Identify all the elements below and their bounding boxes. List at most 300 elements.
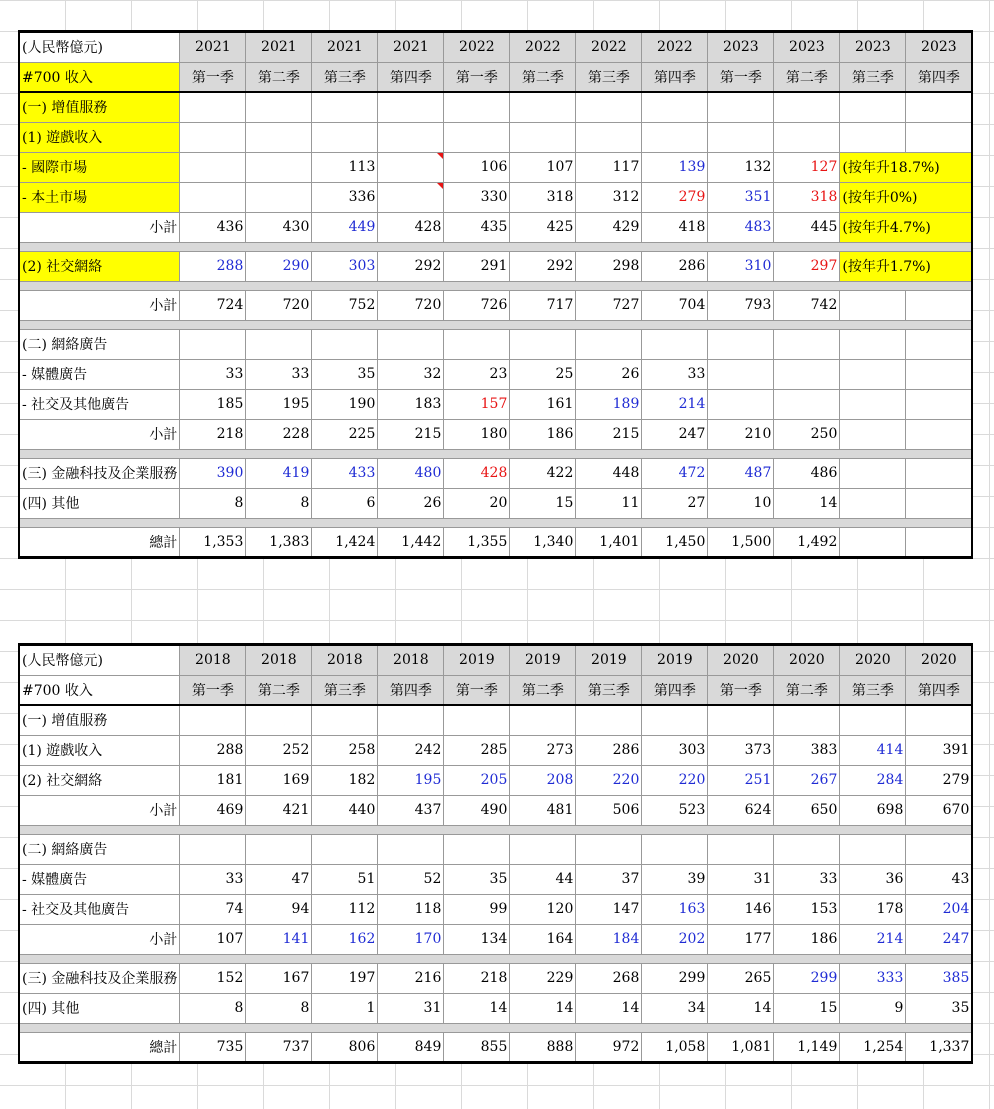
value-cell[interactable]: 214: [840, 924, 906, 954]
empty-cell[interactable]: [444, 705, 510, 735]
quarter-cell[interactable]: 第二季: [510, 62, 576, 92]
empty-cell[interactable]: [378, 92, 444, 122]
value-cell[interactable]: 202: [642, 924, 708, 954]
empty-cell[interactable]: [840, 359, 906, 389]
value-cell[interactable]: 1,340: [510, 527, 576, 557]
comment-marker-cell[interactable]: [378, 182, 444, 212]
social-ads-label[interactable]: - 社交及其他廣告: [20, 894, 180, 924]
value-cell[interactable]: 215: [378, 419, 444, 449]
value-cell[interactable]: 298: [576, 251, 642, 281]
value-cell[interactable]: 440: [312, 795, 378, 825]
quarter-cell[interactable]: 第一季: [444, 675, 510, 705]
value-cell[interactable]: 286: [642, 251, 708, 281]
value-cell[interactable]: 31: [708, 864, 774, 894]
empty-cell[interactable]: [906, 527, 972, 557]
yoy-note[interactable]: (按年升1.7%): [840, 251, 972, 281]
empty-cell[interactable]: [840, 834, 906, 864]
value-cell[interactable]: 180: [444, 419, 510, 449]
quarter-cell[interactable]: 第四季: [906, 675, 972, 705]
empty-cell[interactable]: [576, 705, 642, 735]
value-cell[interactable]: 33: [246, 359, 312, 389]
value-cell[interactable]: 720: [246, 290, 312, 320]
value-cell[interactable]: 161: [510, 389, 576, 419]
quarter-cell[interactable]: 第四季: [378, 62, 444, 92]
yoy-note[interactable]: (按年升0%): [840, 182, 972, 212]
empty-cell[interactable]: [378, 329, 444, 359]
value-cell[interactable]: 26: [378, 488, 444, 518]
value-cell[interactable]: 15: [774, 993, 840, 1023]
value-cell[interactable]: 195: [246, 389, 312, 419]
value-cell[interactable]: 1,353: [180, 527, 246, 557]
empty-cell[interactable]: [840, 329, 906, 359]
value-cell[interactable]: 490: [444, 795, 510, 825]
year-cell[interactable]: 2020: [840, 645, 906, 675]
value-cell[interactable]: 214: [642, 389, 708, 419]
empty-cell[interactable]: [906, 488, 972, 518]
value-cell[interactable]: 291: [444, 251, 510, 281]
value-cell[interactable]: 793: [708, 290, 774, 320]
value-cell[interactable]: 32: [378, 359, 444, 389]
value-cell[interactable]: 225: [312, 419, 378, 449]
value-cell[interactable]: 35: [906, 993, 972, 1023]
value-cell[interactable]: 106: [444, 152, 510, 182]
value-cell[interactable]: 288: [180, 251, 246, 281]
value-cell[interactable]: 247: [906, 924, 972, 954]
empty-cell[interactable]: [510, 122, 576, 152]
empty-cell[interactable]: [774, 359, 840, 389]
quarter-cell[interactable]: 第四季: [642, 675, 708, 705]
value-cell[interactable]: 35: [444, 864, 510, 894]
empty-cell[interactable]: [642, 705, 708, 735]
quarter-cell[interactable]: 第二季: [246, 675, 312, 705]
value-cell[interactable]: 39: [642, 864, 708, 894]
value-cell[interactable]: 735: [180, 1032, 246, 1062]
empty-cell[interactable]: [840, 458, 906, 488]
value-cell[interactable]: 391: [906, 735, 972, 765]
value-cell[interactable]: 52: [378, 864, 444, 894]
value-cell[interactable]: 107: [510, 152, 576, 182]
quarter-cell[interactable]: 第二季: [774, 675, 840, 705]
yoy-note[interactable]: (按年升18.7%): [840, 152, 972, 182]
company-label[interactable]: #700 收入: [20, 62, 180, 92]
empty-cell[interactable]: [576, 92, 642, 122]
value-cell[interactable]: 1,424: [312, 527, 378, 557]
quarter-cell[interactable]: 第一季: [708, 62, 774, 92]
value-cell[interactable]: 698: [840, 795, 906, 825]
value-cell[interactable]: 167: [246, 963, 312, 993]
value-cell[interactable]: 205: [444, 765, 510, 795]
value-cell[interactable]: 704: [642, 290, 708, 320]
value-cell[interactable]: 216: [378, 963, 444, 993]
value-cell[interactable]: 449: [312, 212, 378, 242]
yoy-note[interactable]: (按年升4.7%): [840, 212, 972, 242]
value-cell[interactable]: 480: [378, 458, 444, 488]
value-cell[interactable]: 299: [774, 963, 840, 993]
empty-cell[interactable]: [180, 92, 246, 122]
value-cell[interactable]: 383: [774, 735, 840, 765]
games-subtotal-label[interactable]: 小計: [20, 212, 180, 242]
quarter-cell[interactable]: 第二季: [510, 675, 576, 705]
value-cell[interactable]: 139: [642, 152, 708, 182]
value-cell[interactable]: 33: [774, 864, 840, 894]
value-cell[interactable]: 288: [180, 735, 246, 765]
empty-cell[interactable]: [906, 92, 972, 122]
value-cell[interactable]: 419: [246, 458, 312, 488]
empty-cell[interactable]: [510, 329, 576, 359]
fintech-label[interactable]: (三) 金融科技及企業服務: [20, 963, 180, 993]
value-cell[interactable]: 34: [642, 993, 708, 1023]
value-cell[interactable]: 1,450: [642, 527, 708, 557]
value-cell[interactable]: 74: [180, 894, 246, 924]
value-cell[interactable]: 182: [312, 765, 378, 795]
empty-cell[interactable]: [906, 359, 972, 389]
social-ads-label[interactable]: - 社交及其他廣告: [20, 389, 180, 419]
value-cell[interactable]: 35: [312, 359, 378, 389]
value-cell[interactable]: 421: [246, 795, 312, 825]
total-label[interactable]: 總計: [20, 1032, 180, 1062]
value-cell[interactable]: 147: [576, 894, 642, 924]
year-cell[interactable]: 2023: [840, 32, 906, 62]
others-label[interactable]: (四) 其他: [20, 993, 180, 1023]
value-cell[interactable]: 152: [180, 963, 246, 993]
value-cell[interactable]: 425: [510, 212, 576, 242]
others-label[interactable]: (四) 其他: [20, 488, 180, 518]
empty-cell[interactable]: [906, 834, 972, 864]
quarter-cell[interactable]: 第二季: [774, 62, 840, 92]
empty-cell[interactable]: [840, 488, 906, 518]
year-cell[interactable]: 2022: [444, 32, 510, 62]
value-cell[interactable]: 8: [246, 993, 312, 1023]
value-cell[interactable]: 849: [378, 1032, 444, 1062]
year-cell[interactable]: 2021: [246, 32, 312, 62]
empty-cell[interactable]: [774, 705, 840, 735]
value-cell[interactable]: 210: [708, 419, 774, 449]
value-cell[interactable]: 333: [840, 963, 906, 993]
value-cell[interactable]: 220: [576, 765, 642, 795]
value-cell[interactable]: 267: [774, 765, 840, 795]
value-cell[interactable]: 120: [510, 894, 576, 924]
value-cell[interactable]: 134: [444, 924, 510, 954]
empty-cell[interactable]: [510, 92, 576, 122]
value-cell[interactable]: 1,081: [708, 1032, 774, 1062]
value-cell[interactable]: 8: [180, 993, 246, 1023]
value-cell[interactable]: 197: [312, 963, 378, 993]
value-cell[interactable]: 312: [576, 182, 642, 212]
empty-cell[interactable]: [180, 834, 246, 864]
company-label[interactable]: #700 收入: [20, 675, 180, 705]
empty-cell[interactable]: [576, 834, 642, 864]
value-cell[interactable]: 251: [708, 765, 774, 795]
empty-cell[interactable]: [576, 122, 642, 152]
empty-cell[interactable]: [180, 705, 246, 735]
value-cell[interactable]: 724: [180, 290, 246, 320]
value-cell[interactable]: 20: [444, 488, 510, 518]
intl-market-label[interactable]: - 國際市場: [20, 152, 180, 182]
empty-cell[interactable]: [708, 359, 774, 389]
value-cell[interactable]: 273: [510, 735, 576, 765]
games-label[interactable]: (1) 遊戲收入: [20, 122, 180, 152]
empty-cell[interactable]: [642, 834, 708, 864]
value-cell[interactable]: 523: [642, 795, 708, 825]
value-cell[interactable]: 720: [378, 290, 444, 320]
year-cell[interactable]: 2018: [312, 645, 378, 675]
value-cell[interactable]: 650: [774, 795, 840, 825]
value-cell[interactable]: 624: [708, 795, 774, 825]
ads-label[interactable]: (二) 網絡廣告: [20, 329, 180, 359]
value-cell[interactable]: 8: [246, 488, 312, 518]
year-cell[interactable]: 2019: [444, 645, 510, 675]
empty-cell[interactable]: [708, 389, 774, 419]
value-cell[interactable]: 9: [840, 993, 906, 1023]
ads-label[interactable]: (二) 網絡廣告: [20, 834, 180, 864]
empty-cell[interactable]: [774, 834, 840, 864]
value-cell[interactable]: 506: [576, 795, 642, 825]
empty-cell[interactable]: [708, 92, 774, 122]
value-cell[interactable]: 6: [312, 488, 378, 518]
empty-cell[interactable]: [180, 329, 246, 359]
empty-cell[interactable]: [906, 290, 972, 320]
value-cell[interactable]: 113: [312, 152, 378, 182]
year-cell[interactable]: 2020: [774, 645, 840, 675]
value-cell[interactable]: 1,500: [708, 527, 774, 557]
empty-cell[interactable]: [312, 92, 378, 122]
value-cell[interactable]: 433: [312, 458, 378, 488]
empty-cell[interactable]: [906, 329, 972, 359]
value-cell[interactable]: 204: [906, 894, 972, 924]
empty-cell[interactable]: [576, 329, 642, 359]
value-cell[interactable]: 37: [576, 864, 642, 894]
empty-cell[interactable]: [906, 419, 972, 449]
quarter-cell[interactable]: 第一季: [180, 62, 246, 92]
value-cell[interactable]: 185: [180, 389, 246, 419]
value-cell[interactable]: 1,383: [246, 527, 312, 557]
empty-cell[interactable]: [444, 834, 510, 864]
empty-cell[interactable]: [510, 705, 576, 735]
comment-marker-cell[interactable]: [378, 152, 444, 182]
value-cell[interactable]: 292: [510, 251, 576, 281]
empty-cell[interactable]: [840, 122, 906, 152]
value-cell[interactable]: 1,355: [444, 527, 510, 557]
value-cell[interactable]: 247: [642, 419, 708, 449]
value-cell[interactable]: 252: [246, 735, 312, 765]
empty-cell[interactable]: [774, 329, 840, 359]
vas-subtotal-label[interactable]: 小計: [20, 795, 180, 825]
social-label[interactable]: (2) 社交網絡: [20, 251, 180, 281]
value-cell[interactable]: 31: [378, 993, 444, 1023]
value-cell[interactable]: 177: [708, 924, 774, 954]
empty-cell[interactable]: [840, 419, 906, 449]
value-cell[interactable]: 107: [180, 924, 246, 954]
empty-cell[interactable]: [774, 389, 840, 419]
empty-cell[interactable]: [378, 705, 444, 735]
empty-cell[interactable]: [246, 329, 312, 359]
year-cell[interactable]: 2021: [378, 32, 444, 62]
value-cell[interactable]: 26: [576, 359, 642, 389]
value-cell[interactable]: 742: [774, 290, 840, 320]
value-cell[interactable]: 726: [444, 290, 510, 320]
quarter-cell[interactable]: 第三季: [576, 675, 642, 705]
value-cell[interactable]: 47: [246, 864, 312, 894]
quarter-cell[interactable]: 第三季: [312, 675, 378, 705]
empty-cell[interactable]: [708, 834, 774, 864]
value-cell[interactable]: 215: [576, 419, 642, 449]
year-cell[interactable]: 2023: [774, 32, 840, 62]
value-cell[interactable]: 163: [642, 894, 708, 924]
value-cell[interactable]: 1,337: [906, 1032, 972, 1062]
value-cell[interactable]: 195: [378, 765, 444, 795]
value-cell[interactable]: 445: [774, 212, 840, 242]
value-cell[interactable]: 208: [510, 765, 576, 795]
value-cell[interactable]: 178: [840, 894, 906, 924]
quarter-cell[interactable]: 第三季: [840, 62, 906, 92]
total-label[interactable]: 總計: [20, 527, 180, 557]
empty-cell[interactable]: [840, 527, 906, 557]
value-cell[interactable]: 181: [180, 765, 246, 795]
value-cell[interactable]: 43: [906, 864, 972, 894]
year-cell[interactable]: 2020: [906, 645, 972, 675]
vas-label[interactable]: (一) 增值服務: [20, 92, 180, 122]
value-cell[interactable]: 486: [774, 458, 840, 488]
value-cell[interactable]: 14: [576, 993, 642, 1023]
value-cell[interactable]: 228: [246, 419, 312, 449]
empty-cell[interactable]: [774, 92, 840, 122]
value-cell[interactable]: 33: [642, 359, 708, 389]
value-cell[interactable]: 265: [708, 963, 774, 993]
value-cell[interactable]: 737: [246, 1032, 312, 1062]
quarter-cell[interactable]: 第一季: [444, 62, 510, 92]
value-cell[interactable]: 186: [774, 924, 840, 954]
year-cell[interactable]: 2019: [642, 645, 708, 675]
value-cell[interactable]: 132: [708, 152, 774, 182]
empty-cell[interactable]: [510, 834, 576, 864]
value-cell[interactable]: 717: [510, 290, 576, 320]
value-cell[interactable]: 10: [708, 488, 774, 518]
value-cell[interactable]: 483: [708, 212, 774, 242]
value-cell[interactable]: 14: [510, 993, 576, 1023]
value-cell[interactable]: 972: [576, 1032, 642, 1062]
value-cell[interactable]: 164: [510, 924, 576, 954]
value-cell[interactable]: 1: [312, 993, 378, 1023]
empty-cell[interactable]: [708, 329, 774, 359]
value-cell[interactable]: 33: [180, 864, 246, 894]
value-cell[interactable]: 336: [312, 182, 378, 212]
year-cell[interactable]: 2020: [708, 645, 774, 675]
domestic-market-label[interactable]: - 本土市場: [20, 182, 180, 212]
value-cell[interactable]: 1,442: [378, 527, 444, 557]
quarter-cell[interactable]: 第三季: [840, 675, 906, 705]
empty-cell[interactable]: [708, 122, 774, 152]
value-cell[interactable]: 469: [180, 795, 246, 825]
value-cell[interactable]: 435: [444, 212, 510, 242]
value-cell[interactable]: 14: [708, 993, 774, 1023]
value-cell[interactable]: 299: [642, 963, 708, 993]
empty-cell[interactable]: [246, 92, 312, 122]
year-cell[interactable]: 2018: [180, 645, 246, 675]
empty-cell[interactable]: [906, 122, 972, 152]
value-cell[interactable]: 310: [708, 251, 774, 281]
value-cell[interactable]: [180, 182, 246, 212]
value-cell[interactable]: 33: [180, 359, 246, 389]
empty-cell[interactable]: [906, 458, 972, 488]
quarter-cell[interactable]: 第四季: [642, 62, 708, 92]
year-cell[interactable]: 2023: [906, 32, 972, 62]
vas-label[interactable]: (一) 增值服務: [20, 705, 180, 735]
value-cell[interactable]: 373: [708, 735, 774, 765]
games-label[interactable]: (1) 遊戲收入: [20, 735, 180, 765]
value-cell[interactable]: 157: [444, 389, 510, 419]
empty-cell[interactable]: [246, 122, 312, 152]
value-cell[interactable]: 428: [378, 212, 444, 242]
year-cell[interactable]: 2022: [510, 32, 576, 62]
value-cell[interactable]: 1,254: [840, 1032, 906, 1062]
value-cell[interactable]: 318: [774, 182, 840, 212]
value-cell[interactable]: 1,149: [774, 1032, 840, 1062]
value-cell[interactable]: [180, 152, 246, 182]
value-cell[interactable]: 250: [774, 419, 840, 449]
value-cell[interactable]: 806: [312, 1032, 378, 1062]
quarter-cell[interactable]: 第二季: [246, 62, 312, 92]
empty-cell[interactable]: [312, 834, 378, 864]
value-cell[interactable]: 118: [378, 894, 444, 924]
empty-cell[interactable]: [246, 834, 312, 864]
year-cell[interactable]: 2021: [180, 32, 246, 62]
value-cell[interactable]: 1,058: [642, 1032, 708, 1062]
value-cell[interactable]: 141: [246, 924, 312, 954]
media-ads-label[interactable]: - 媒體廣告: [20, 864, 180, 894]
value-cell[interactable]: 1,401: [576, 527, 642, 557]
value-cell[interactable]: 303: [642, 735, 708, 765]
value-cell[interactable]: 27: [642, 488, 708, 518]
value-cell[interactable]: 268: [576, 963, 642, 993]
empty-cell[interactable]: [774, 122, 840, 152]
year-cell[interactable]: 2022: [642, 32, 708, 62]
empty-cell[interactable]: [840, 705, 906, 735]
value-cell[interactable]: 390: [180, 458, 246, 488]
value-cell[interactable]: 481: [510, 795, 576, 825]
year-cell[interactable]: 2021: [312, 32, 378, 62]
empty-cell[interactable]: [312, 705, 378, 735]
value-cell[interactable]: 290: [246, 251, 312, 281]
empty-cell[interactable]: [642, 329, 708, 359]
value-cell[interactable]: 258: [312, 735, 378, 765]
year-cell[interactable]: 2019: [510, 645, 576, 675]
value-cell[interactable]: 11: [576, 488, 642, 518]
value-cell[interactable]: 99: [444, 894, 510, 924]
value-cell[interactable]: 218: [180, 419, 246, 449]
value-cell[interactable]: 297: [774, 251, 840, 281]
value-cell[interactable]: 242: [378, 735, 444, 765]
value-cell[interactable]: 670: [906, 795, 972, 825]
value-cell[interactable]: 284: [840, 765, 906, 795]
value-cell[interactable]: 1,492: [774, 527, 840, 557]
value-cell[interactable]: 727: [576, 290, 642, 320]
value-cell[interactable]: 36: [840, 864, 906, 894]
empty-cell[interactable]: [444, 122, 510, 152]
value-cell[interactable]: 15: [510, 488, 576, 518]
value-cell[interactable]: 414: [840, 735, 906, 765]
value-cell[interactable]: 303: [312, 251, 378, 281]
value-cell[interactable]: 117: [576, 152, 642, 182]
empty-cell[interactable]: [840, 389, 906, 419]
value-cell[interactable]: 448: [576, 458, 642, 488]
value-cell[interactable]: 429: [576, 212, 642, 242]
empty-cell[interactable]: [642, 122, 708, 152]
empty-cell[interactable]: [840, 290, 906, 320]
empty-cell[interactable]: [246, 705, 312, 735]
value-cell[interactable]: 14: [774, 488, 840, 518]
value-cell[interactable]: 146: [708, 894, 774, 924]
value-cell[interactable]: 220: [642, 765, 708, 795]
